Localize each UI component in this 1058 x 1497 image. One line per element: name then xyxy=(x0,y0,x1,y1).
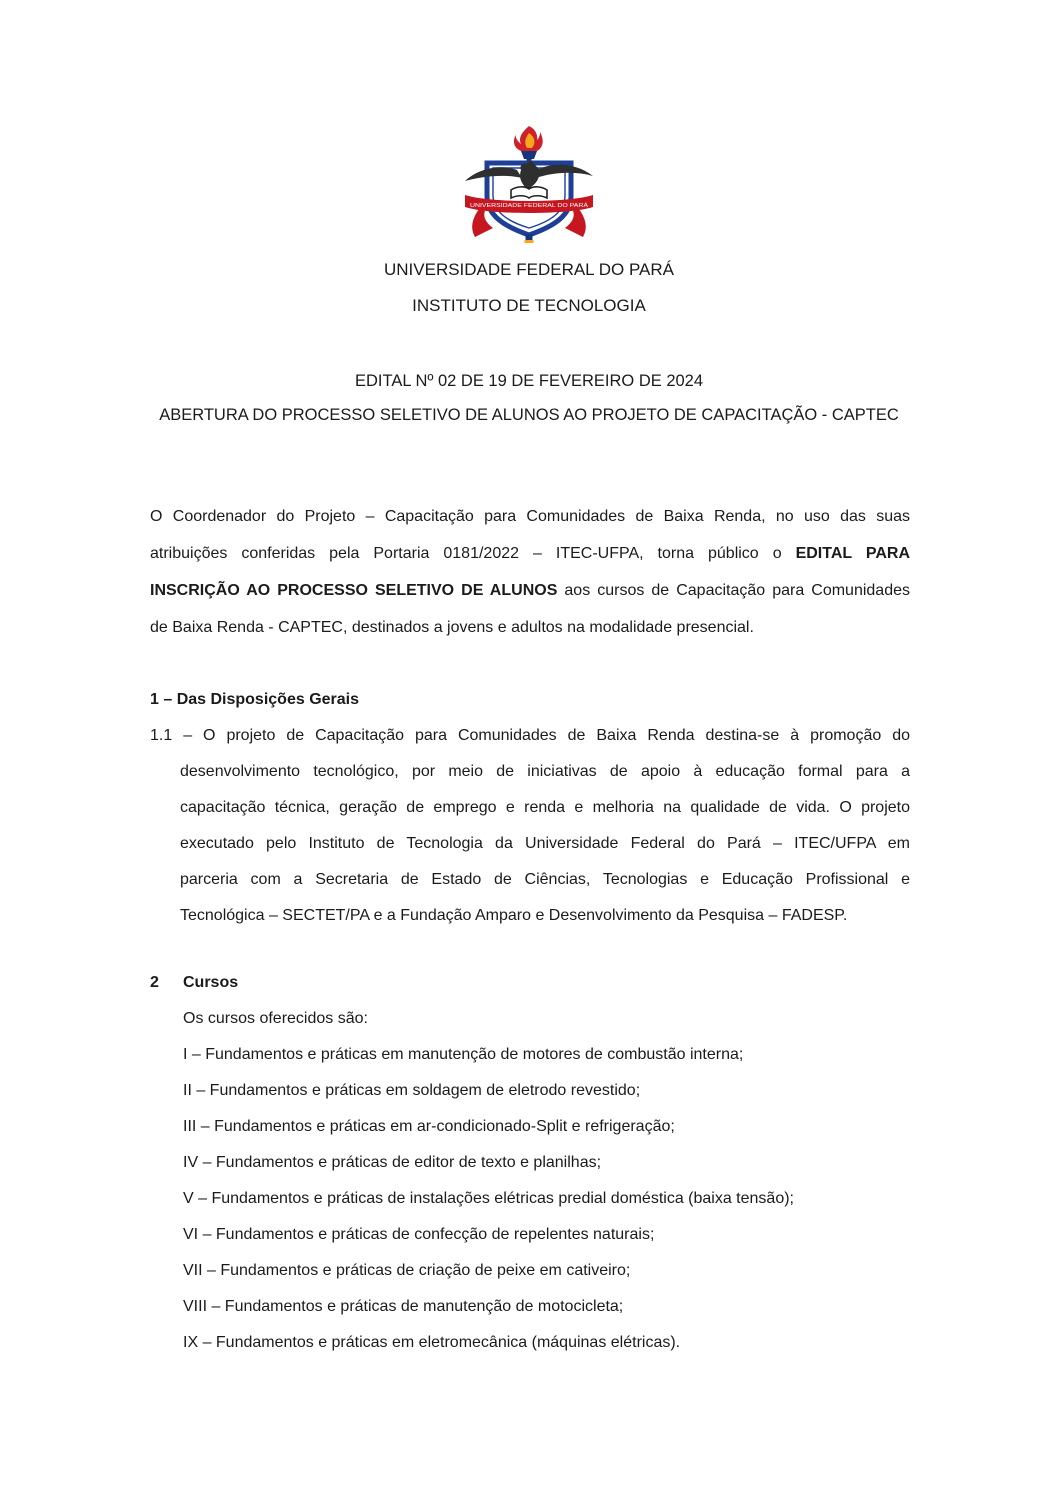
paragraph-line: capacitação técnica, geração de emprego e renda e melhoria na qualidade de vida. O projeto xyxy=(180,799,910,816)
course-item-9: IX – Fundamentos e práticas em eletromecânica (máquinas elétricas). xyxy=(183,1334,681,1351)
paragraph-line: executado pelo Instituto de Tecnologia da Universidade Federal do Pará – ITEC/UFPA em xyxy=(180,835,910,852)
bold-text: EDITAL PARA xyxy=(795,545,911,562)
banner-text: UNIVERSIDADE FEDERAL DO PARÁ xyxy=(470,203,562,209)
course-item-2: II – Fundamentos e práticas em soldagem de eletrodo revestido; xyxy=(183,1082,641,1099)
intro-line-1: O Coordenador do Projeto – Capacitação para Comunidades de Baixa Renda, no uso das suas xyxy=(150,508,910,525)
ufpa-coat-of-arms-logo xyxy=(459,126,599,244)
intro-paragraph xyxy=(150,498,910,646)
torch-base-tip xyxy=(525,240,534,243)
course-item-7: VII – Fundamentos e práticas de criação de peixe em cativeiro; xyxy=(183,1262,631,1279)
paragraph-line: desenvolvimento tecnológico, por meio de iniciativas de apoio à educação formal para a xyxy=(180,763,910,780)
section-2-number: 2 xyxy=(150,974,159,991)
book-icon xyxy=(511,187,547,198)
document-body xyxy=(0,498,1058,1361)
bold-text: INSCRIÇÃO AO PROCESSO SELETIVO DE ALUNOS xyxy=(150,582,558,599)
intro-line-4: de Baixa Renda - CAPTEC, destinados a jovens e adultos na modalidade presencial. xyxy=(150,619,754,636)
courses-intro: Os cursos oferecidos são: xyxy=(183,1010,368,1027)
paragraph-line: 1.1 – O projeto de Capacitação para Comunidades de Baixa Renda destina-se à promoção do xyxy=(150,727,910,744)
paragraph-line: parceria com a Secretaria de Estado de Ciências, Tecnologias e Educação Profissional e xyxy=(180,871,910,888)
intro-line-3: INSCRIÇÃO AO PROCESSO SELETIVO DE ALUNOS aos cursos de Capacitação para Comunidades xyxy=(150,582,910,599)
course-item-6: VI – Fundamentos e práticas de confecção de repelentes naturais; xyxy=(183,1226,655,1243)
paragraph-line: Tecnológica – SECTET/PA e a Fundação Amparo e Desenvolvimento da Pesquisa – FADESP. xyxy=(180,907,848,924)
edital-subtitle: ABERTURA DO PROCESSO SELETIVO DE ALUNOS AO PROJETO DE CAPACITAÇÃO - CAPTEC xyxy=(159,406,899,424)
course-item-8: VIII – Fundamentos e práticas de manutenção de motocicleta; xyxy=(183,1298,624,1315)
torch-base xyxy=(526,234,533,240)
intro-line-2: atribuições conferidas pela Portaria 0181/2022 – ITEC-UFPA, torna público o EDITAL PARA xyxy=(150,545,911,562)
course-item-5: V – Fundamentos e práticas de instalações elétricas predial doméstica (baixa tensão); xyxy=(183,1190,794,1207)
section-1-heading: 1 – Das Disposições Gerais xyxy=(150,691,359,708)
institute-name: INSTITUTO DE TECNOLOGIA xyxy=(412,296,646,315)
section-2-heading xyxy=(150,965,910,1001)
torch-cup xyxy=(521,151,537,159)
courses-list xyxy=(150,1037,910,1361)
course-item-3: III – Fundamentos e práticas em ar-condicionado-Split e refrigeração; xyxy=(183,1118,675,1135)
section-1-1-paragraph xyxy=(150,718,910,934)
edital-title: EDITAL Nº 02 DE 19 DE FEVEREIRO DE 2024 xyxy=(354,372,704,390)
logo-container xyxy=(0,0,1058,249)
course-item-4: IV – Fundamentos e práticas de editor de texto e planilhas; xyxy=(183,1154,602,1171)
university-name: UNIVERSIDADE FEDERAL DO PARÁ xyxy=(383,260,674,279)
course-item-1: I – Fundamentos e práticas em manutenção de motores de combustão interna; xyxy=(183,1046,744,1063)
section-2-title: Cursos xyxy=(183,974,239,991)
